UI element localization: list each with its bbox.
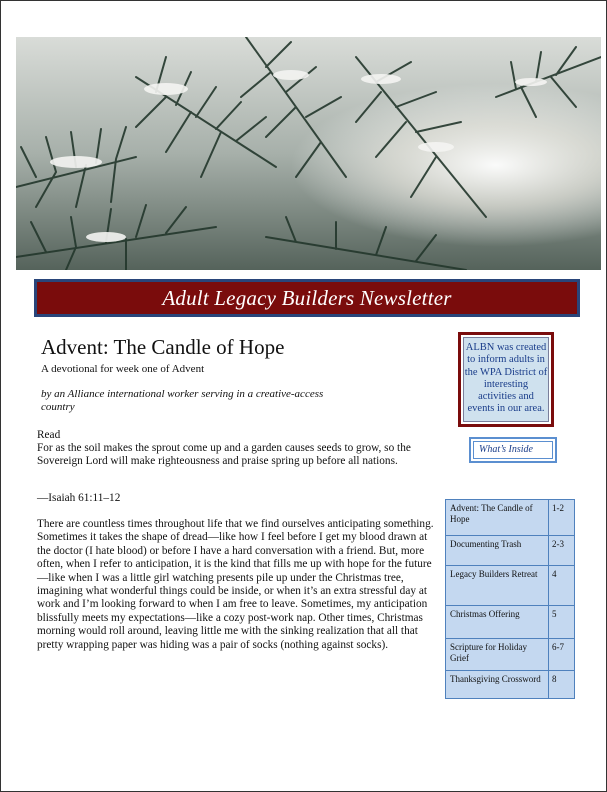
toc-title: Advent: The Candle of Hope xyxy=(446,500,549,536)
toc-pages: 6-7 xyxy=(549,639,575,671)
table-row xyxy=(446,606,575,639)
toc-title: Documenting Trash xyxy=(446,536,549,566)
scripture-verse: For as the soil makes the sprout come up and a garden causes seeds to grow, so the Sovereign Lord will make righteousness and praise spring up before all nations. xyxy=(37,442,411,468)
newsletter-title-banner xyxy=(34,279,580,317)
toc-title: Thanksgiving Crossword xyxy=(446,671,549,699)
header-photo-pine-branches xyxy=(16,37,601,270)
article-byline: by an Alliance international worker serving in a creative-access country xyxy=(41,388,324,413)
table-row xyxy=(446,639,575,671)
toc-pages: 1-2 xyxy=(549,500,575,536)
albn-callout-text: ALBN was created to inform adults in the WPA District of interesting activities and events in our area. xyxy=(463,337,549,422)
toc-title: Christmas Offering xyxy=(446,606,549,639)
toc-title: Scripture for Holiday Grief xyxy=(446,639,549,671)
article-body-paragraph: There are countless times throughout life that we find ourselves anticipating something. Sometimes it takes the shape of dread—like how I feel before I get my blood drawn at the doctor (I hate blood) or before I have a hard conversation with a friend. But, more often, when I refer to anticipation, it is the kind that fills me up with hope for the future—like when I was a little girl watching presents pile up under the Christmas tree, imagining what wonderful things could be inside, or when it’s an extra stressful day at work and I’m looking forward to when I am free to leave. Sometimes, my anticipation blissfully meets my expectations—like a cozy post-work nap. Other times, Christmas morning would roll around, leaving little me with the sinking realization that all that pretty wrapping paper was hiding was a pair of socks (nothing against socks). xyxy=(37,518,434,651)
pine-branches-illustration xyxy=(16,37,601,270)
toc-pages: 5 xyxy=(549,606,575,639)
article-title: Advent: The Candle of Hope xyxy=(41,335,285,359)
toc-pages: 2-3 xyxy=(549,536,575,566)
toc-pages: 8 xyxy=(549,671,575,699)
article-subtitle: A devotional for week one of Advent xyxy=(41,363,205,375)
whats-inside-label: What’s Inside xyxy=(473,441,553,459)
table-row xyxy=(446,536,575,566)
newsletter-title: Adult Legacy Builders Newsletter xyxy=(162,285,452,310)
read-label: Read xyxy=(37,429,61,441)
contents-table xyxy=(445,499,575,699)
table-row xyxy=(446,500,575,536)
toc-pages: 4 xyxy=(549,566,575,606)
toc-title: Legacy Builders Retreat xyxy=(446,566,549,606)
scripture-reference: —Isaiah 61:11–12 xyxy=(37,492,121,504)
table-row xyxy=(446,671,575,699)
table-row xyxy=(446,566,575,606)
whats-inside-label-box xyxy=(469,437,557,463)
albn-callout-box xyxy=(458,332,554,427)
